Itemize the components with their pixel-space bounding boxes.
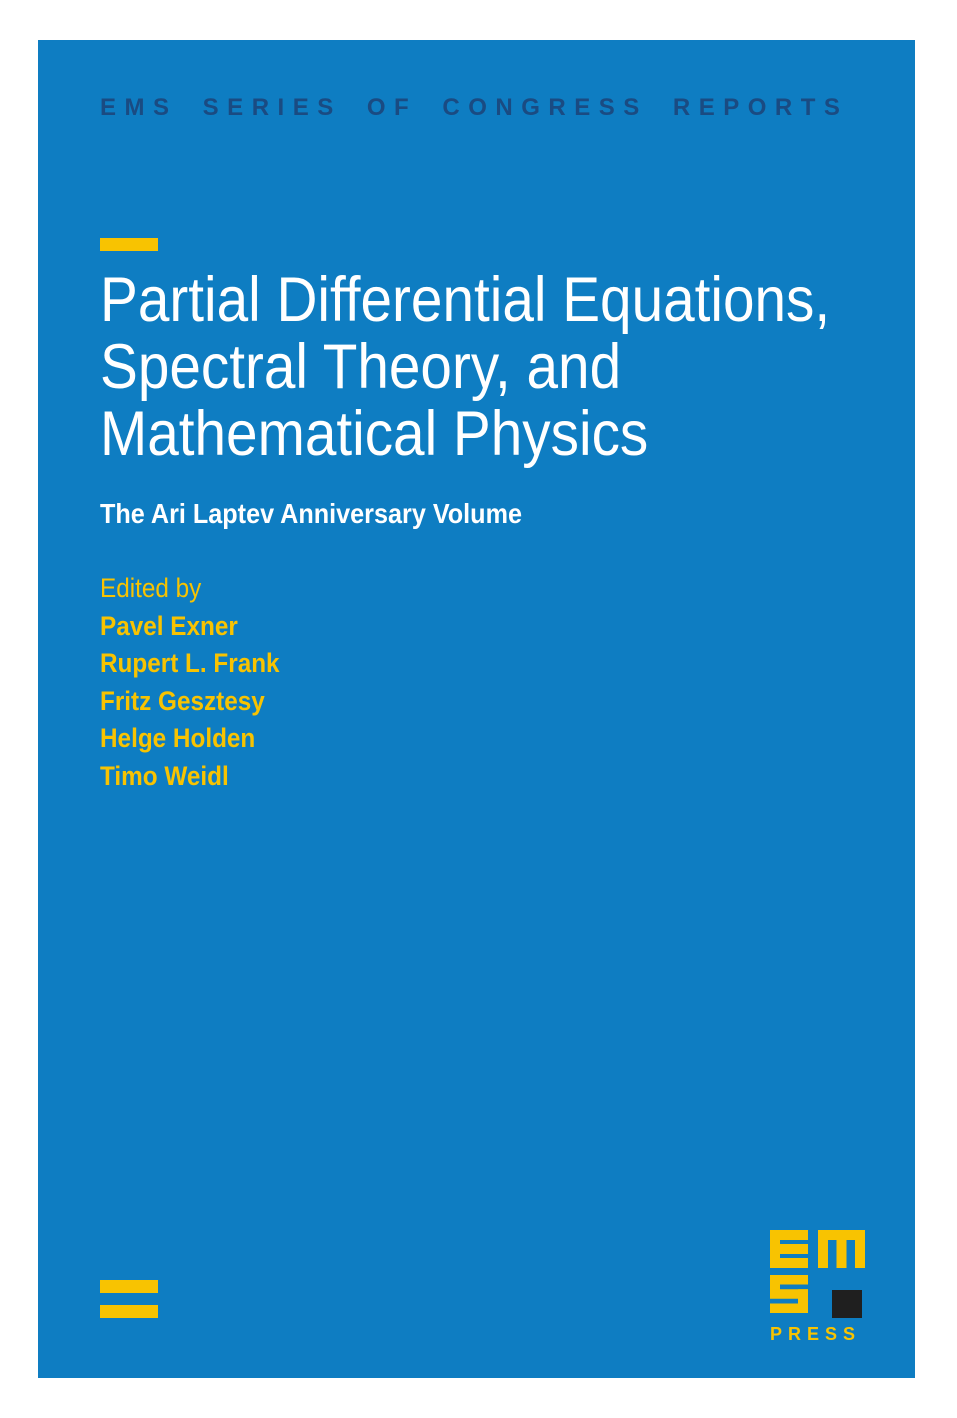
series-label: EMS SERIES OF CONGRESS REPORTS xyxy=(100,94,849,121)
editor-name: Pavel Exner xyxy=(100,610,238,641)
equals-mark xyxy=(100,1280,158,1318)
edited-by-label: Edited by xyxy=(100,573,202,603)
equals-bar-bottom xyxy=(100,1305,158,1318)
book-subtitle: The Ari Laptev Anniversary Volume xyxy=(100,498,523,529)
editor-name: Fritz Gesztesy xyxy=(100,685,265,716)
book-cover xyxy=(38,40,915,1378)
ems-logo-icon xyxy=(770,1230,865,1320)
ems-press-logo xyxy=(770,1230,910,1345)
logo-letter-s xyxy=(770,1275,808,1313)
equals-bar-top xyxy=(100,1280,158,1293)
title-line-3: Mathematical Physics xyxy=(100,399,649,469)
editor-name: Helge Holden xyxy=(100,723,256,753)
editor-name: Timo Weidl xyxy=(100,760,229,791)
book-title xyxy=(100,267,830,468)
logo-black-square xyxy=(832,1290,862,1318)
title-line-2: Spectral Theory, and xyxy=(100,332,622,402)
editor-name: Rupert L. Frank xyxy=(100,648,280,678)
title-accent-dash xyxy=(100,238,158,251)
title-line-1: Partial Differential Equations, xyxy=(100,265,831,335)
logo-letter-e xyxy=(770,1230,808,1268)
logo-letter-m xyxy=(818,1230,865,1268)
editors-block xyxy=(100,570,280,795)
press-label: PRESS xyxy=(770,1324,862,1344)
